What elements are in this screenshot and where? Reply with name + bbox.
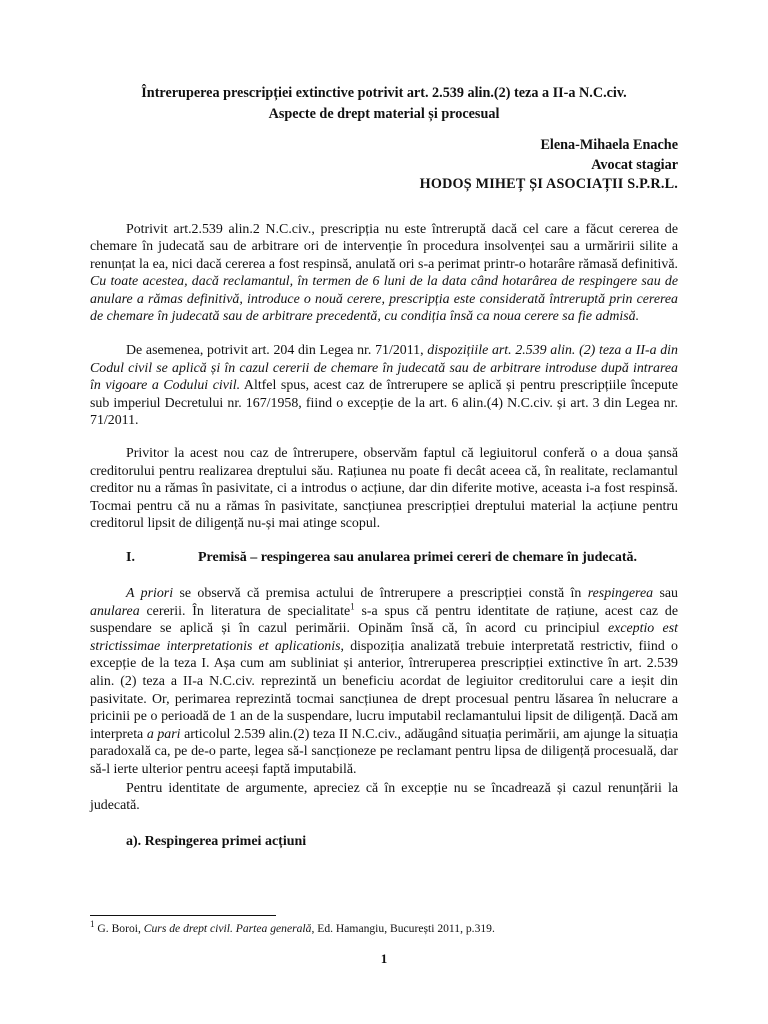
italic-latin-principle: exceptio est strictissimae interpretationis et aplicationis bbox=[90, 621, 678, 654]
footnote-number: 1 bbox=[90, 919, 95, 930]
paragraph-4 bbox=[90, 585, 678, 779]
footnote-1 bbox=[90, 919, 690, 936]
paragraph-4-text: articolul 2.539 alin.(2) teza II N.C.civ., adăugând situația perimării, am ajunge la situația paradoxală ca, pe de-o parte, legea să-l sancționeze pe reclamant pentru lipsa de diligență procesuală, dar să-l ierte ulterior pentru aceeși faptă imputabilă. bbox=[90, 726, 678, 777]
paragraph-5: Pentru identitate de argumente, apreciez că în excepție nu se încadrează și cazul renunțării la judecată. bbox=[90, 780, 678, 814]
paragraph-2-italic: dispozițiile art. 2.539 alin. (2) teza a II-a din Codul civil se aplică și în cazul cererii de chemare în judecată sau de arbitrare introduse după intrarea în vigoare a Codului civil. bbox=[90, 343, 678, 394]
paragraph-3: Privitor la acest nou caz de întrerupere, observăm faptul că legiuitorul conferă o a doua șansă creditorului pentru realizarea dreptului său. Rațiunea nu poate fi decât aceea că, în realitate, reclamantul creditor nu a rămas în pasivitate, ci a introdus o acțiune, dar din diferite motive, aceasta i-a fost respinsă. Tocmai pentru că nu a rămas în pasivitate, sancțiunea prescripției dreptului material la acțiune pentru creditorul lipsit de diligență nu-și mai atinge scopul. bbox=[90, 446, 678, 532]
section-heading-1 bbox=[90, 549, 678, 567]
page-number: 1 bbox=[380, 951, 388, 966]
italic-anularea: anularea bbox=[90, 603, 140, 619]
paragraph-4-text: s-a spus că pentru identitate de rațiune, acest caz de suspendare se aplică și în cazul perimării. Opinăm însă că, în acord cu principiul bbox=[90, 603, 678, 637]
footnote-separator bbox=[90, 915, 276, 916]
author-name: Elena-Mihaela Enache bbox=[540, 137, 678, 153]
italic-a-pari: a pari bbox=[146, 726, 181, 742]
document-body bbox=[90, 83, 678, 851]
italic-respingerea: respingerea bbox=[587, 586, 654, 601]
paragraph-4-text: cererii. În literatura de specialitate bbox=[139, 603, 351, 619]
paragraph-2-text-b: Altfel spus, acest caz de întrerupere se aplică și pentru prescripțiile începute sub imperiul Decretului nr. 167/1958, fiind o excepție de la art. 6 alin.(4) N.C.civ. și art. 3 din Legea nr. 71/2011. bbox=[90, 378, 679, 429]
paragraph-4-text: , dispoziția analizată trebuie interpretată restrictiv, fiind o excepție de la teza I. Așa cum am subliniat și anterior, întreruperea prescripției extinctive în art. 2.539 alin. (2) teza a II-a N.C.civ. reprezintă un beneficiu acordat de legiuitor creditorului care a ieșit din pasivitate. Or, perimarea reprezintă tocmai sancțiunea de drept procesual pentru lăsarea în nelucrare a pricinii pe o perioadă de 1 an de la suspendare, lucru imputabil reclamantului lipsit de diligență. Dacă am interpreta bbox=[90, 638, 678, 742]
footnote-publisher: , Ed. Hamangiu, București 2011, p.319. bbox=[311, 922, 495, 935]
paragraph-1 bbox=[90, 221, 678, 327]
paragraph-2-text-a: De asemenea, potrivit art. 204 din Legea nr. 71/2011, bbox=[126, 343, 428, 359]
paragraph-1-text: Potrivit art.2.539 alin.2 N.C.civ., prescripția nu este întreruptă dacă cel care a făcut cererea de chemare în judecată sau de arbitrare ori de intervenție în procedura insolvenței sau a urmăririi silite a renunțat la ea, nici dacă cererea a fost respinsă, anulată ori s-a perimat printr-o hotarâre rămasă definitivă. bbox=[90, 221, 678, 272]
footnote-book-title: Curs de drept civil. Partea generală bbox=[143, 922, 312, 935]
author-firm: HODOȘ MIHEȚ ȘI ASOCIAȚII S.P.R.L. bbox=[419, 176, 678, 192]
author-role: Avocat stagiar bbox=[591, 156, 678, 173]
paragraph-2 bbox=[90, 342, 678, 430]
section-number: I. bbox=[126, 550, 135, 565]
paragraph-4-text: sau bbox=[653, 586, 678, 601]
section-title: Premisă – respingerea sau anularea primei cereri de chemare în judecată. bbox=[198, 550, 637, 565]
italic-a-priori: A priori bbox=[126, 586, 174, 601]
author-block bbox=[90, 136, 678, 195]
paper-title-line-2: Aspecte de drept material și procesual bbox=[268, 106, 500, 122]
subsection-heading-a: a). Respingerea primei acțiuni bbox=[126, 833, 307, 849]
footnote-reference[interactable]: 1 bbox=[350, 600, 355, 611]
paper-title-line-1: Întreruperea prescripției extinctive potrivit art. 2.539 alin.(2) teza a II-a N.C.civ. bbox=[141, 85, 627, 101]
paragraph-1-italic: Cu toate acestea, dacă reclamantul, în termen de 6 luni de la data când hotarârea de respingere sau de anulare a rămas definitivă, introduce o nouă cerere, prescripția este considerată întreruptă prin cererea de chemare în judecată sau de arbitrare precedentă, cu condiția însă ca noua cerere sa fie admisă. bbox=[90, 274, 678, 325]
paragraph-4-text: se observă că premisa actului de întrerupere a prescripției constă în bbox=[173, 586, 588, 601]
footnote-author: G. Boroi, bbox=[94, 922, 144, 935]
